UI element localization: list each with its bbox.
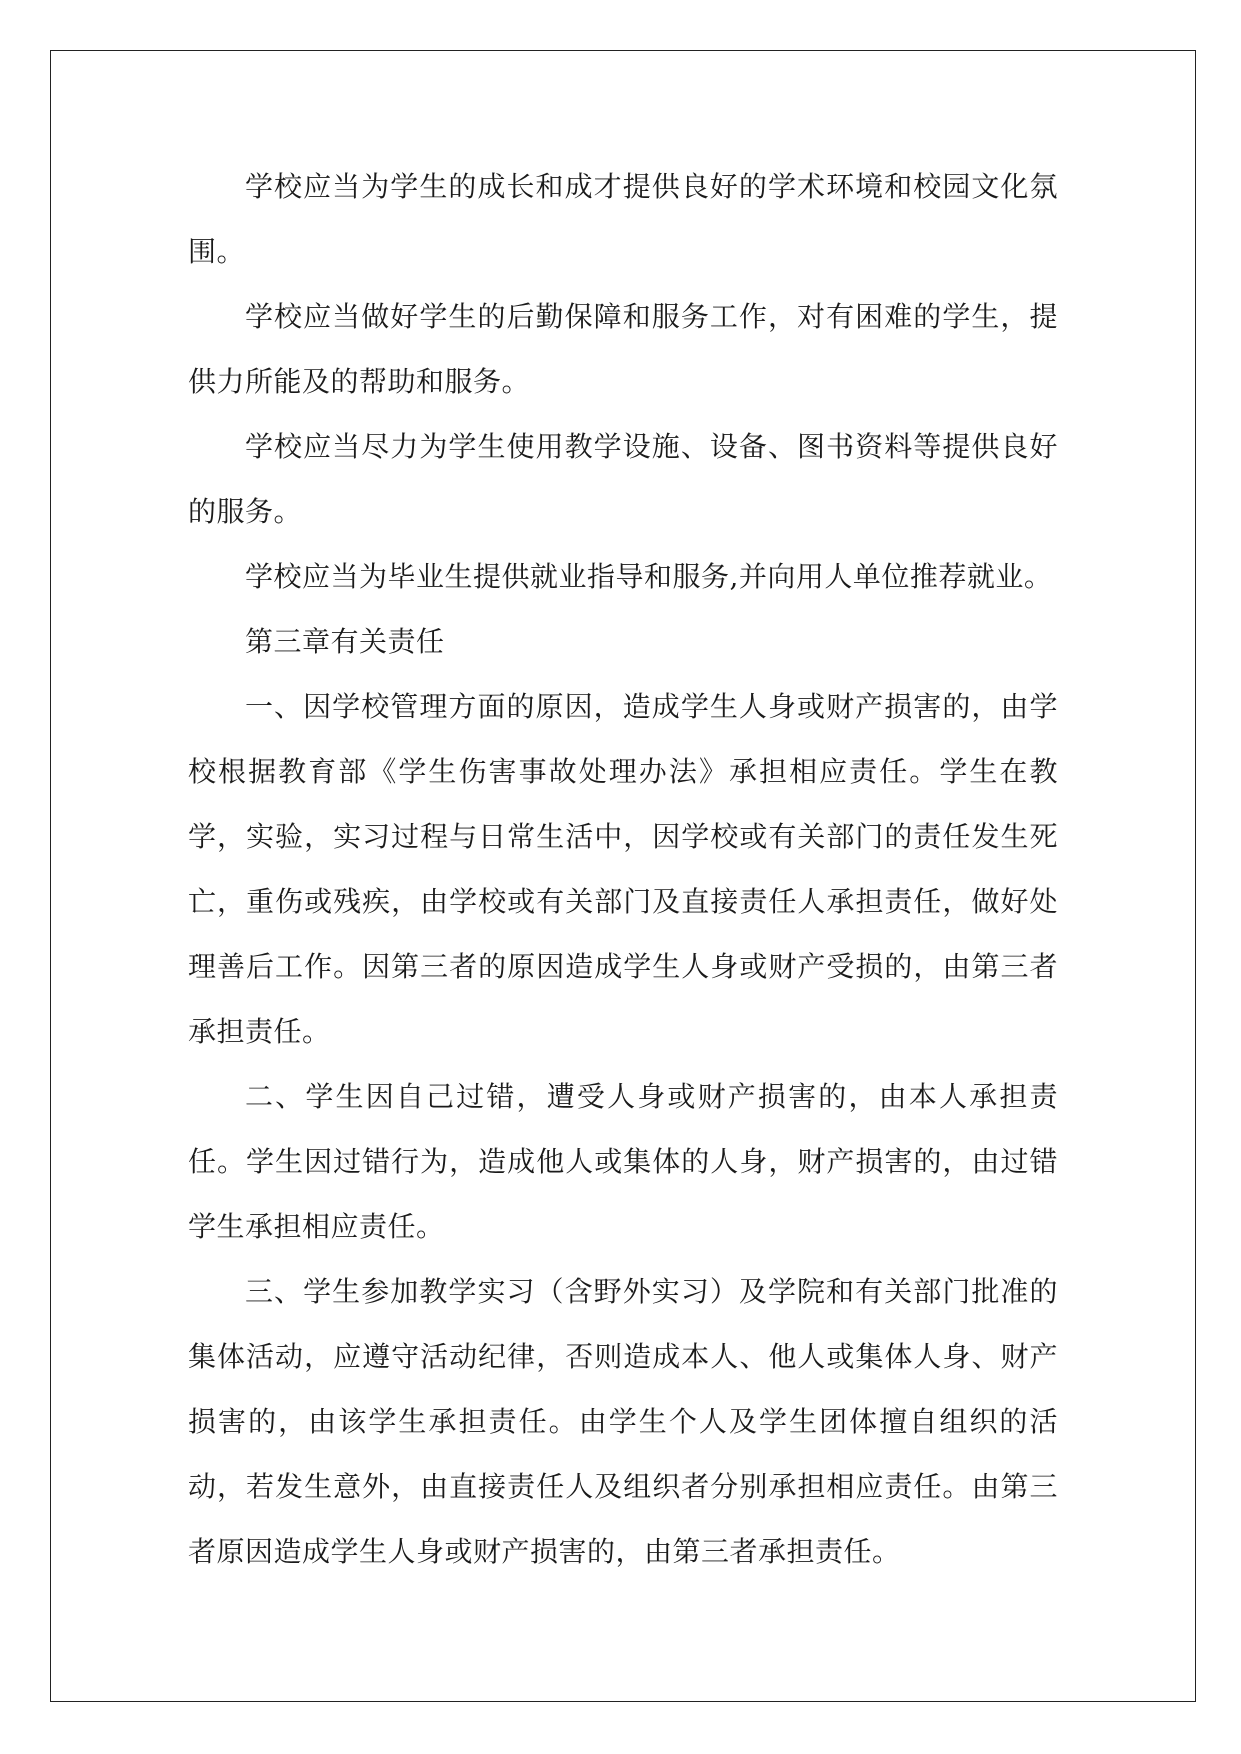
- section-one: 一、因学校管理方面的原因，造成学生人身或财产损害的，由学校根据教育部《学生伤害事故处理办法》承担相应责任。学生在教学，实验，实习过程与日常生活中，因学校或有关部门的责任发生死亡，重伤或残疾，由学校或有关部门及直接责任人承担责任，做好处理善后工作。因第三者的原因造成学生人身或财产受损的，由第三者承担责任。: [188, 690, 1058, 1048]
- paragraph-facilities-service: 学校应当尽力为学生使用教学设施、设备、图书资料等提供良好的服务。: [188, 430, 1058, 528]
- paragraph-academic-environment: 学校应当为学生的成长和成才提供良好的学术环境和校园文化氛围。: [188, 170, 1058, 268]
- chapter-heading: 第三章有关责任: [245, 625, 445, 658]
- document-body: [188, 154, 1058, 1584]
- paragraph-logistics-service: 学校应当做好学生的后勤保障和服务工作，对有困难的学生，提供力所能及的帮助和服务。: [188, 300, 1058, 398]
- section-two: 二、学生因自己过错，遭受人身或财产损害的，由本人承担责任。学生因过错行为，造成他人或集体的人身，财产损害的，由过错学生承担相应责任。: [188, 1080, 1058, 1243]
- section-three: 三、学生参加教学实习（含野外实习）及学院和有关部门批准的集体活动，应遵守活动纪律，否则造成本人、他人或集体人身、财产损害的，由该学生承担责任。由学生个人及学生团体擅自组织的活动，若发生意外，由直接责任人及组织者分别承担相应责任。由第三者原因造成学生人身或财产损害的，由第三者承担责任。: [188, 1275, 1058, 1568]
- paragraph-employment-guidance: 学校应当为毕业生提供就业指导和服务,并向用人单位推荐就业。: [245, 560, 1053, 593]
